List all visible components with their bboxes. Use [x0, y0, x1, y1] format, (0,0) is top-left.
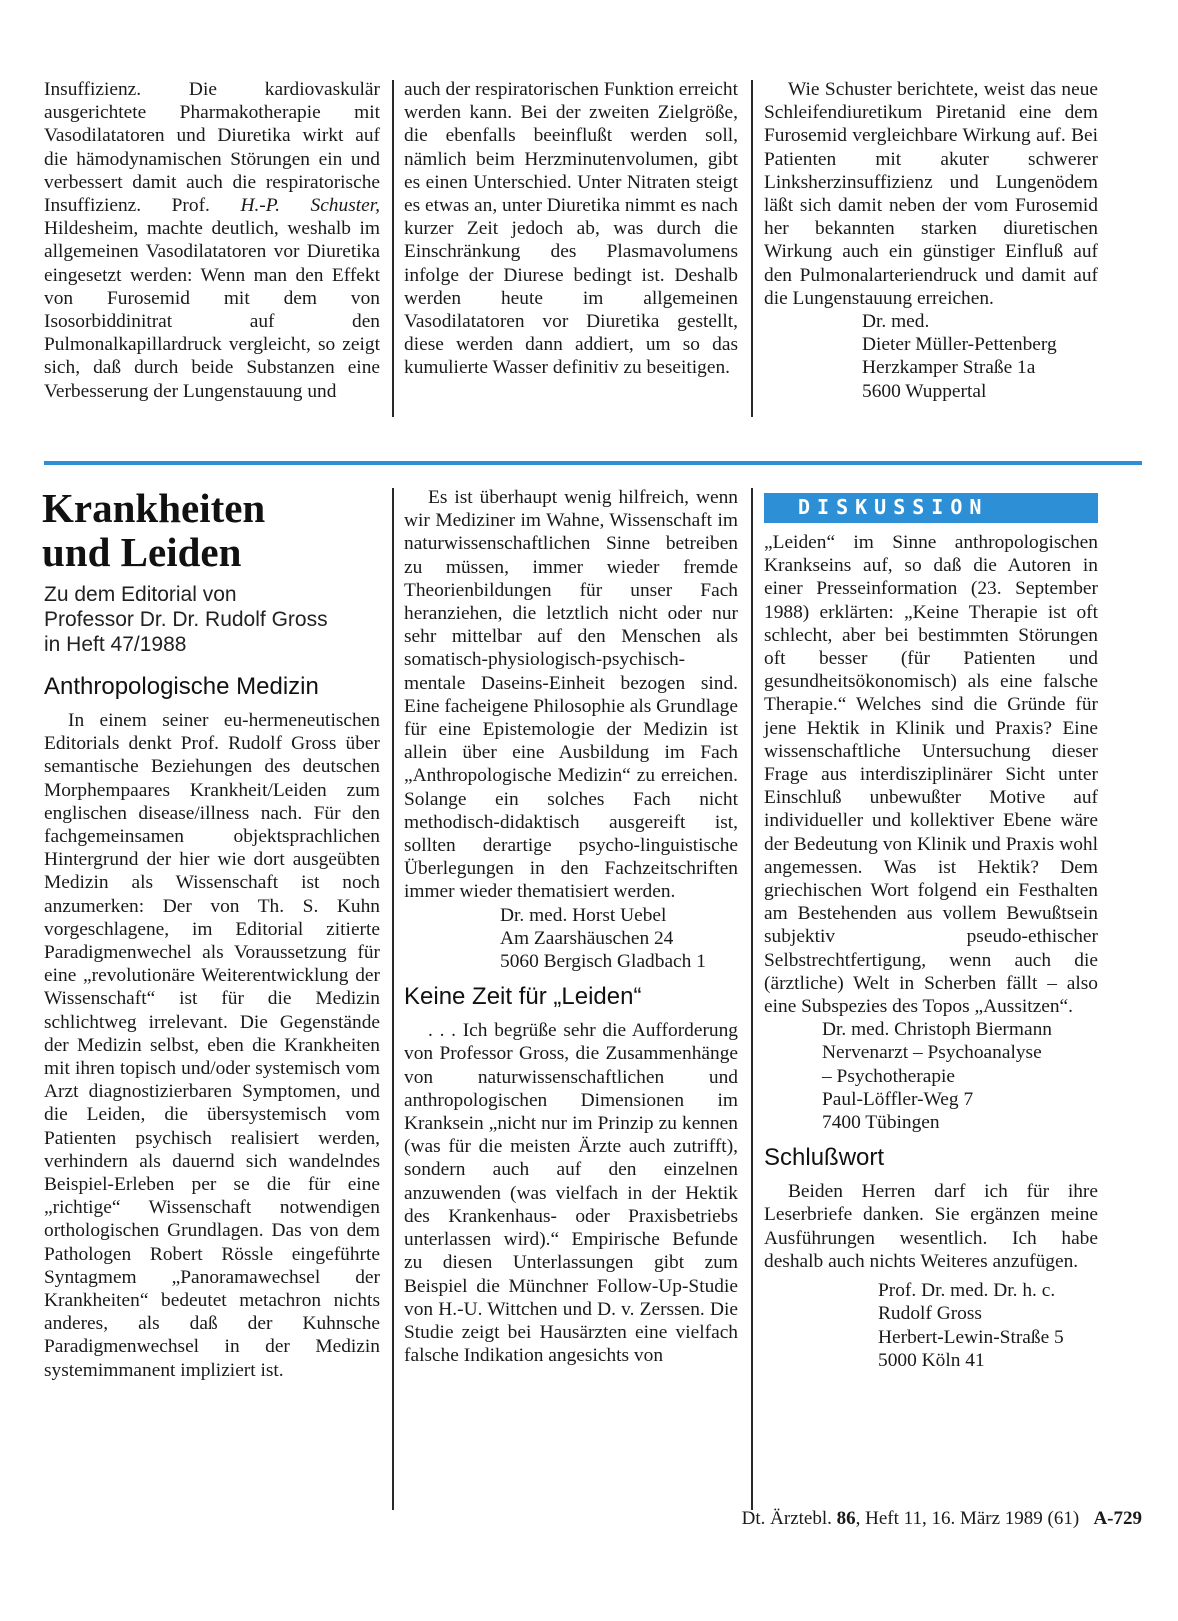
signature-line: Dr. med. Christoph Biermann [822, 1019, 1052, 1041]
signature-line: Paul-Löffler-Weg 7 [822, 1088, 974, 1110]
section-text: Es ist überhaupt wenig hilfreich, wenn wir Mediziner im Wahne, Wissenschaft im naturwissenschaftlichen Sinne betreiben zu müssen, immer wieder fremde Theorienbildungen für unser Fach heranziehen, die letztlich nicht oder nur sehr mittelbar auf den Menschen als somatisch-physiologisch-psychisch-mentale Daseins-Einheit bezogen sind. Eine facheigene Philosophie als Grundlage für eine Epistemologie der Medizin ist allein über eine Ausbildung im Fach „Anthropologische Medizin“ zu erreichen. Solange ein solches Fach nicht methodisch-didaktisch ausgereift ist, sollten derartige psycho-linguistische Überlegungen in den Fachzeitschriften immer wieder thematisiert werden. [404, 487, 738, 903]
author-name-italic: H.-P. Schuster, [240, 195, 380, 217]
section-divider-blue [44, 461, 1142, 465]
journal-name: Dt. Ärztebl. [741, 1508, 837, 1529]
signature-line: 5600 Wuppertal [862, 380, 987, 402]
signature-line: Prof. Dr. med. Dr. h. c. [878, 1280, 1056, 1302]
column-divider [751, 488, 753, 1510]
section-title: Schlußwort [764, 1144, 885, 1172]
section-text: „Leiden“ im Sinne anthropologischen Krankseins auf, so daß die Autoren in einer Presseinformation (23. September 1988) erklärten: „Keine Therapie ist oft schlecht, aber bei bestimmten Störungen oft besser (für Patienten und gesundheitsökonomisch) als eine falsche Therapie.“ Welches sind die Gründe für jene Hektik in Klinik und Praxis? Eine wissenschaftliche Untersuchung dieser Frage aus interdisziplinärer Sicht unter Einschluß unbewußter Motive auf individueller und kollektiver Ebene wäre der Bedeutung von Klinik und Praxis wohl angemessen. Was ist Hektik? Dem griechischen Wort folgend ein Festhalten am Bestehenden aus vollem Bewußtsein subjektiv pseudo-ethischer Selbstrechtfertigung, wenn auch die (ärztliche) Welt in Scherben fällt – also eine Subspezies des Topos „Aussitzen“. [764, 532, 1098, 1018]
top-column-1 [44, 78, 380, 403]
signature-block [764, 1279, 1098, 1372]
journal-issue: , Heft 11, 16. März 1989 (61) [855, 1508, 1080, 1529]
section-text: Beiden Herren darf ich für ihre Leserbriefe danken. Sie ergänzen meine Ausführungen wesentlich. Ich habe deshalb auch nichts Weiteres anzufügen. [764, 1181, 1098, 1272]
signature-line: 7400 Tübingen [822, 1112, 940, 1134]
top-column-2 [404, 78, 738, 380]
section-text: . . . Ich begrüße sehr die Aufforderung von Professor Gross, die Zusammenhänge von naturwissenschaftlichen und anthropologischen Dimensionen im Kranksein „nicht nur im Prinzip zu kennen (was für die meisten Ärzte auch zutrifft), sondern auch auf den einzelnen anzuwenden (was vielfach in der Hektik des Krankenhaus- oder Praxisbetriebs unterlassen wird).“ Empirische Befunde zu diesen Unterlassungen gibt zum Beispiel die Münchner Follow-Up-Studie von H.-U. Wittchen und D. v. Zerssen. Die Studie zeigt bei Hausärzten eine vielfach falsche Indikation angesichts von [404, 1020, 738, 1367]
signature-line: Herzkamper Straße 1a [862, 357, 1036, 379]
section-title: Keine Zeit für „Leiden“ [404, 983, 642, 1011]
signature-line: – Psychotherapie [822, 1065, 956, 1087]
journal-volume: 86 [836, 1508, 856, 1529]
article-title: Krankheiten und Leiden [42, 485, 266, 575]
top-column-3 [764, 78, 1098, 403]
signature-block [404, 904, 738, 974]
signature-line: Herbert-Lewin-Straße 5 [878, 1326, 1064, 1348]
signature-line: 5000 Köln 41 [878, 1349, 985, 1371]
column-divider [751, 80, 753, 417]
top-column-2-text: auch der respiratorischen Funktion erreicht werden kann. Bei der zweiten Zielgröße, die ebenfalls beeinflußt werden soll, nämlich beim Herzminutenvolumen, gibt es einen Unterschied. Unter Nitraten steigt es etwas an, unter Diuretika nimmt es nach kurzer Zeit jedoch ab, was durch die Einschränkung des Plasmavolumens infolge der Diurese bedingt ist. Deshalb werden heute im allgemeinen Vasodilatatoren vor Diuretika gestellt, diese werden dann addiert, um so das kumulierte Wasser definitiv zu beseitigen. [404, 79, 738, 379]
column-divider [392, 488, 394, 1510]
signature-line: Dieter Müller-Pettenberg [862, 334, 1057, 356]
signature-line: Am Zaarshäuschen 24 [500, 927, 674, 949]
signature-line: Rudolf Gross [878, 1303, 982, 1325]
article-column-3 [764, 531, 1098, 1372]
page-number: A-729 [1093, 1508, 1142, 1529]
section-title: Anthropologische Medizin [44, 673, 319, 700]
signature-block [764, 1018, 1098, 1134]
article-column-2 [404, 486, 738, 1367]
signature-line: Nervenarzt – Psychoanalyse [822, 1042, 1042, 1064]
signature-line: Dr. med. [862, 311, 930, 333]
top-column-3-text: Wie Schuster berichtete, weist das neue Schleifendiuretikum Piretanid eine dem Furosemid vergleichbare Wirkung auf. Bei Patienten mit akuter schwerer Linksherzinsuffizienz und Lungenödem läßt sich damit neben der vom Furosemid her bekannten starken diuretischen Wirkung auch ein günstiger Einfluß auf den Pulmonalarteriendruck und damit auf die Lungenstauung erreichen. [764, 79, 1098, 309]
section-text: In einem seiner eu-hermeneutischen Editorials denkt Prof. Rudolf Gross über semantische Beziehungen des deutschen Morphempaares Krankheit/Leiden zum englischen disease/illness nach. Für den fachgemeinsamen objektsprachlichen Hintergrund der hier wie dort ausgeübten Medizin als Wissenschaft ist noch anzumerken: Der von Th. S. Kuhn vorgeschlagene, im Editorial zitierte Paradigmenwechel als Voraussetzung für eine „revolutionäre Weiterentwicklung der Wissenschaft“ ist für die Medizin schlichtweg irrelevant. Die Gegenstände der Medizin selbst, eben die Krankheiten mit ihren topisch und/oder systemisch vom Arzt diagnostizierbaren Symptomen, und die Leiden, die übersystemisch vom Patienten psychisch realisiert werden, verhindern als dauernd sich wandelndes Beispiel-Erleben per se die für eine „richtige“ Wissenschaft notwendigen orthologischen Grundlagen. Das von dem Pathologen Robert Rössle eingeführte Syntagmem „Panoramawechsel der Krankheiten“ bedeutet metachron nichts anderes, als daß der Kuhnsche Paradigmenwechsel in der Medizin systemimmanent impliziert ist. [44, 710, 380, 1381]
top-column-1-text: Insuffizienz. Die kardiovaskulär ausgerichtete Pharmakotherapie mit Vasodilatatoren und Diuretika wirkt auf die hämodynamischen Störungen ein und verbessert damit auch die respiratorische Insuffizienz. Prof. H.-P. Schuster, Hildesheim, machte deutlich, weshalb im allgemeinen Vasodilatatoren vor Diuretika eingesetzt werden: Wenn man den Effekt von Furosemid mit dem von Isosorbiddinitrat auf den Pulmonalkapillardruck vergleicht, so zeigt sich, daß durch beide Substanzen eine Verbesserung der Lungenstauung und [44, 79, 380, 402]
signature-line: 5060 Bergisch Gladbach 1 [500, 951, 706, 973]
column-divider [392, 80, 394, 417]
signature-line: Dr. med. Horst Uebel [500, 904, 667, 926]
article-subtitle: Zu dem Editorial von Professor Dr. Dr. Rudolf Gross in Heft 47/1988 [44, 583, 328, 656]
signature-block [764, 310, 1098, 403]
discussion-badge: DISKUSSION [764, 493, 1098, 523]
article-column-1 [44, 582, 380, 1382]
page-footer [742, 1508, 1142, 1530]
